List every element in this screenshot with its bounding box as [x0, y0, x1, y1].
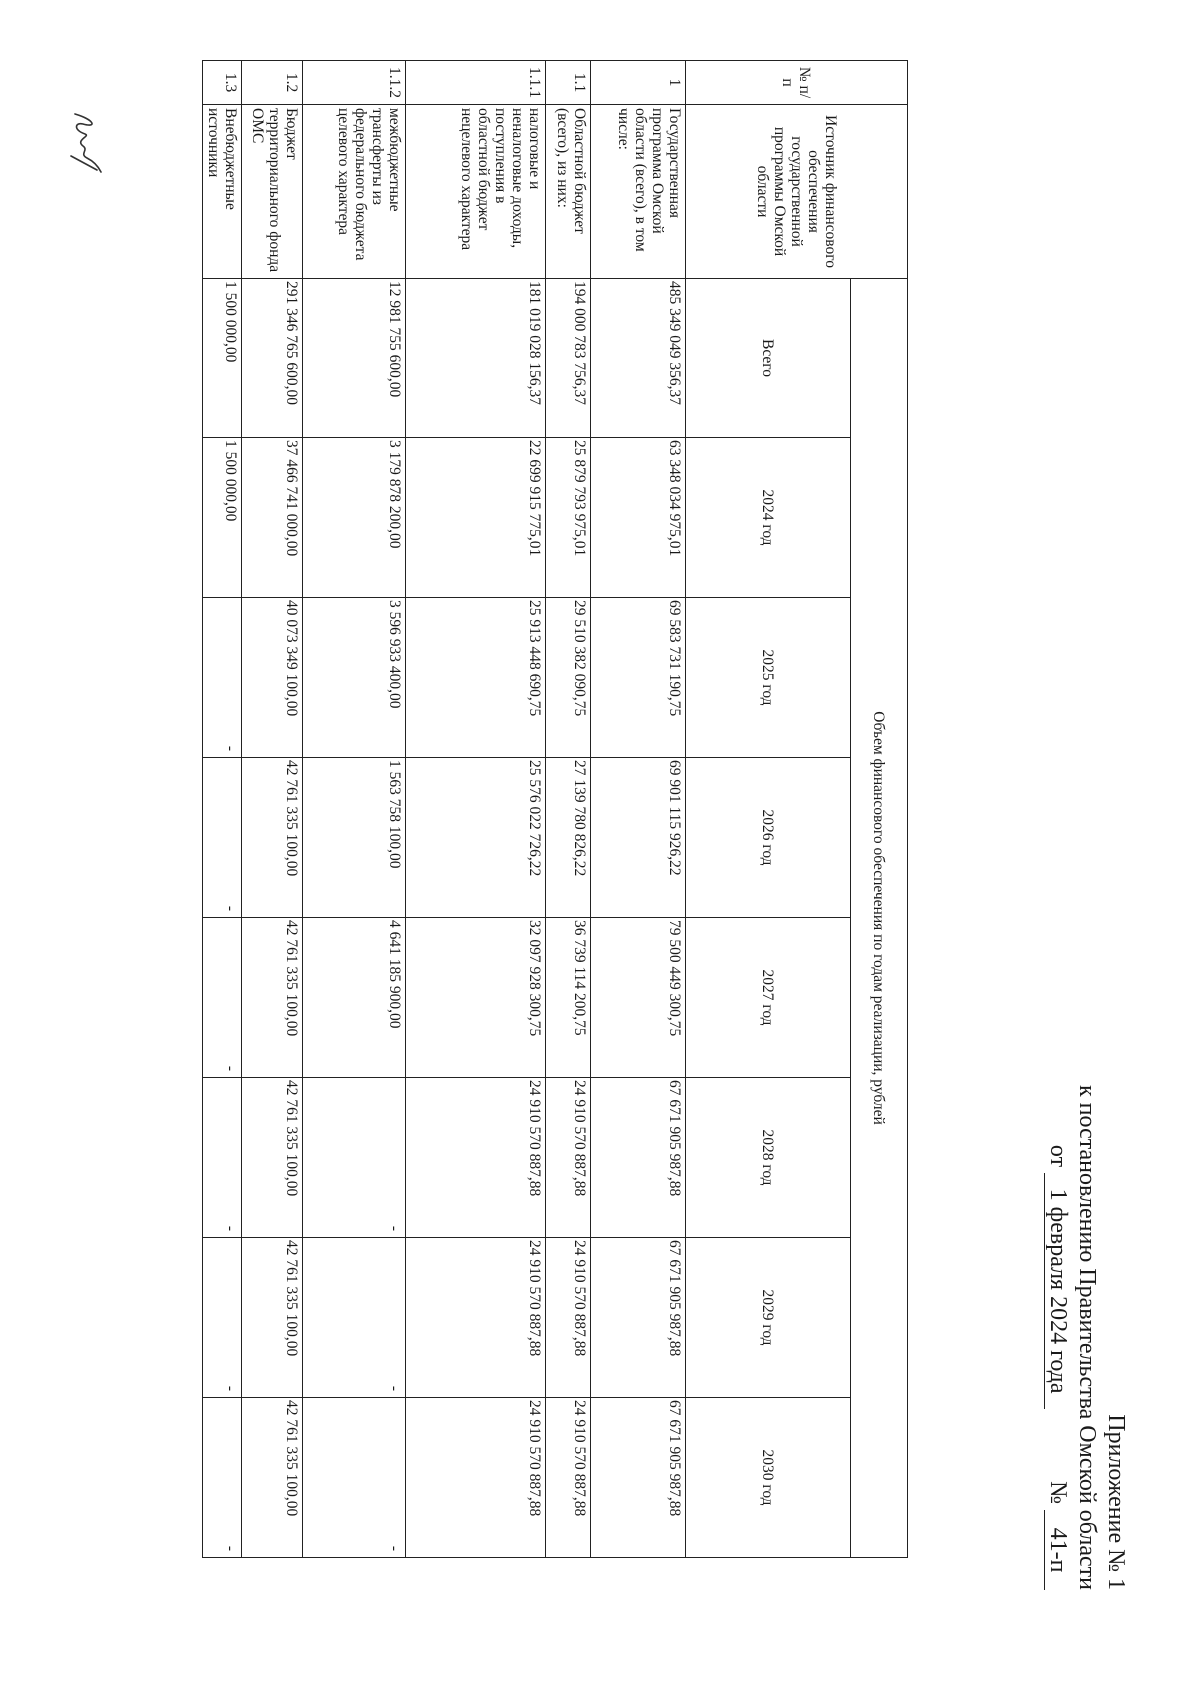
row-source: Областной бюджет (всего), из них: — [546, 105, 591, 279]
row-year-value: 22 699 915 775,01 — [406, 438, 546, 598]
appendix-title: Приложение № 1 — [1103, 1414, 1129, 1590]
row-year-value: 24 910 570 887,88 — [546, 1398, 591, 1558]
resolution-number: 41-п — [1044, 1510, 1070, 1590]
row-year-value: 42 761 335 100,00 — [242, 758, 303, 918]
column-header-year: 2029 год — [686, 1238, 851, 1398]
row-source: налоговые и неналоговые доходы, поступления в областной бюджет нецелевого характера — [406, 105, 546, 279]
row-year-value: 3 179 878 200,00 — [303, 438, 406, 598]
column-header-number: № п/п — [686, 61, 908, 105]
table-row — [203, 61, 242, 1558]
row-year-value: 42 761 335 100,00 — [242, 1078, 303, 1238]
column-header-year: 2027 год — [686, 918, 851, 1078]
row-year-value: 69 901 115 926,22 — [591, 758, 686, 918]
table-row — [406, 61, 546, 1558]
row-year-value: - — [203, 1238, 242, 1398]
row-year-value: 36 739 114 200,75 — [546, 918, 591, 1078]
row-year-value: 63 348 034 975,01 — [591, 438, 686, 598]
row-year-value: 79 500 449 300,75 — [591, 918, 686, 1078]
column-header-total: Всего — [686, 279, 851, 438]
document-header — [1043, 1010, 1130, 1590]
resolution-date: 1 февраля 2024 года — [1044, 1173, 1070, 1409]
row-year-value: 25 576 022 726,22 — [406, 758, 546, 918]
row-year-value: 32 097 928 300,75 — [406, 918, 546, 1078]
column-header-year: 2025 год — [686, 598, 851, 758]
row-year-value: 42 761 335 100,00 — [242, 1238, 303, 1398]
row-year-value: 4 641 185 900,00 — [303, 918, 406, 1078]
column-header-volume: Объем финансового обеспечения по годам реализации, рублей — [851, 279, 908, 1558]
row-year-value: - — [203, 758, 242, 918]
row-source: Государственная программа Омской области (всего), в том числе: — [591, 105, 686, 279]
row-year-value: 25 913 448 690,75 — [406, 598, 546, 758]
row-year-value: - — [203, 598, 242, 758]
row-year-value: 24 910 570 887,88 — [546, 1078, 591, 1238]
row-number: 1.1 — [546, 61, 591, 105]
row-year-value: 3 596 933 400,00 — [303, 598, 406, 758]
row-year-value: 27 139 780 826,22 — [546, 758, 591, 918]
row-year-value: 29 510 382 090,75 — [546, 598, 591, 758]
row-year-value: 42 761 335 100,00 — [242, 1398, 303, 1558]
row-year-value: 1 563 758 100,00 — [303, 758, 406, 918]
row-year-value: 24 910 570 887,88 — [406, 1238, 546, 1398]
row-year-value: - — [203, 918, 242, 1078]
row-year-value: - — [303, 1398, 406, 1558]
row-year-value: 67 671 905 987,88 — [591, 1078, 686, 1238]
row-year-value: 37 466 741 000,00 — [242, 438, 303, 598]
row-number: 1.1.2 — [303, 61, 406, 105]
table-row — [591, 61, 686, 1558]
row-year-value: 67 671 905 987,88 — [591, 1398, 686, 1558]
row-total: 194 000 783 756,37 — [546, 279, 591, 438]
table-row — [546, 61, 591, 1558]
resolution-reference: к постановлению Правительства Омской области — [1074, 1084, 1100, 1590]
row-total: 181 019 028 156,37 — [406, 279, 546, 438]
row-number: 1.3 — [203, 61, 242, 105]
row-source: межбюджетные трансферты из федерального бюджета целевого характера — [303, 105, 406, 279]
column-header-source: Источник финансового обеспечения государственной программы Омской области — [686, 105, 908, 279]
financing-table — [202, 60, 908, 1558]
row-year-value: - — [303, 1238, 406, 1398]
column-header-year: 2024 год — [686, 438, 851, 598]
row-year-value: 69 583 731 190,75 — [591, 598, 686, 758]
row-number: 1 — [591, 61, 686, 105]
table-row — [303, 61, 406, 1558]
row-total: 485 349 049 356,37 — [591, 279, 686, 438]
column-header-year: 2028 год — [686, 1078, 851, 1238]
row-year-value: 67 671 905 987,88 — [591, 1238, 686, 1398]
row-source: Бюджет территориального фонда ОМС — [242, 105, 303, 279]
date-prefix: от — [1045, 1144, 1071, 1168]
row-year-value: 42 761 335 100,00 — [242, 918, 303, 1078]
row-year-value: - — [303, 1078, 406, 1238]
column-header-year: 2030 год — [686, 1398, 851, 1558]
row-number: 1.1.1 — [406, 61, 546, 105]
row-total: 12 981 755 600,00 — [303, 279, 406, 438]
row-year-value: 24 910 570 887,88 — [406, 1398, 546, 1558]
row-number: 1.2 — [242, 61, 303, 105]
table-row — [242, 61, 303, 1558]
row-source: Внебюджетные источники — [203, 105, 242, 279]
column-header-year: 2026 год — [686, 758, 851, 918]
resolution-date-line — [1043, 1010, 1072, 1590]
row-year-value: - — [203, 1398, 242, 1558]
row-year-value: - — [203, 1078, 242, 1238]
row-total: 1 500 000,00 — [203, 279, 242, 438]
handwritten-signature — [65, 110, 105, 180]
row-year-value: 40 073 349 100,00 — [242, 598, 303, 758]
number-prefix: № — [1045, 1481, 1071, 1504]
row-year-value: 24 910 570 887,88 — [406, 1078, 546, 1238]
row-year-value: 24 910 570 887,88 — [546, 1238, 591, 1398]
row-year-value: 25 879 793 975,01 — [546, 438, 591, 598]
row-year-value: 1 500 000,00 — [203, 438, 242, 598]
row-total: 291 346 765 600,00 — [242, 279, 303, 438]
